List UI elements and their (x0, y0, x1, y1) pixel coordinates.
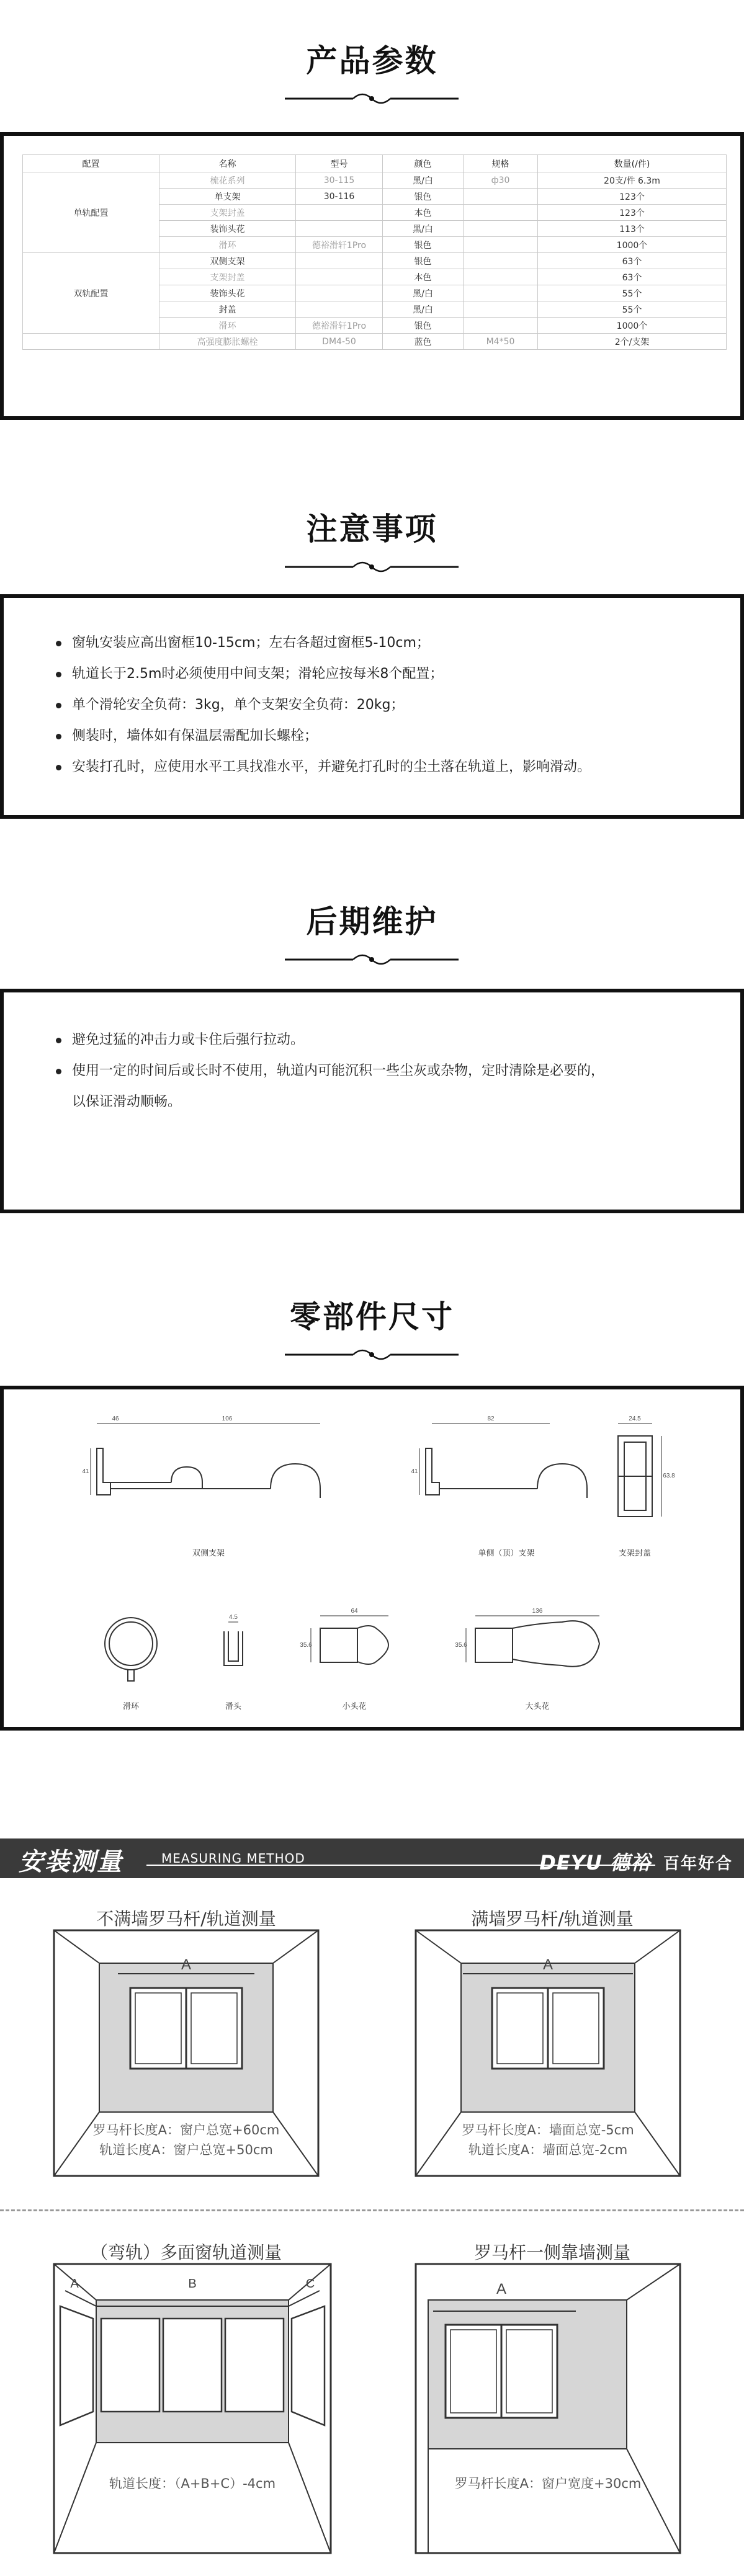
cell-model: 德裕滑轩1Pro (296, 237, 383, 253)
cell-color: 黑/白 (383, 285, 464, 301)
col-model: 型号 (296, 155, 383, 172)
big-finial-drawing (466, 1616, 599, 1667)
cell-qty: 63个 (538, 253, 727, 269)
cell-spec (464, 237, 538, 253)
cell-qty: 1000个 (538, 318, 727, 334)
cell-model: 德裕滑轩1Pro (296, 318, 383, 334)
cell-color: 本色 (383, 269, 464, 285)
dim-label: 136 (532, 1608, 543, 1615)
cell-color: 银色 (383, 237, 464, 253)
section-title-maintenance: 后期维护 (306, 904, 438, 940)
cell-qty: 20支/件 6.3m (538, 172, 727, 189)
panel-title: 不满墙罗马杆/轨道测量 (96, 1909, 276, 1929)
dim-label: 41 (411, 1468, 418, 1475)
parts-drawing (4, 1389, 740, 1727)
cell-name: 滑环 (159, 237, 296, 253)
config-group-cell: 双轨配置 (23, 253, 159, 334)
cell-color: 银色 (383, 189, 464, 205)
col-name: 名称 (159, 155, 296, 172)
note-item: 窗轨安装应高出窗框10-15cm；左右各超过窗框5-10cm； (53, 628, 591, 659)
dim-label: 64 (351, 1608, 358, 1615)
dim-label: 106 (222, 1415, 233, 1422)
formula-line: 轨道长度：（A+B+C）-4cm (109, 2476, 276, 2491)
brand-slogan: 百年好合 (663, 1855, 733, 1873)
dim-label: 63.8 (663, 1473, 675, 1479)
title-ornament (279, 557, 465, 576)
cell-qty: 55个 (538, 301, 727, 318)
note-item: 安装打孔时，应使用水平工具找准水平，并避免打孔时的尘土落在轨道上，影响滑动。 (53, 752, 591, 783)
notes-box (0, 594, 744, 819)
measure-letter: C (305, 2277, 315, 2291)
formula-line: 罗马杆长度A：窗户总宽+60cm (92, 2123, 280, 2137)
panel-title: 罗马杆一侧靠墙测量 (473, 2242, 630, 2263)
cell-color: 本色 (383, 205, 464, 221)
dim-label: 35.6 (455, 1642, 467, 1649)
col-spec: 规格 (464, 155, 538, 172)
spec-row (23, 334, 727, 350)
spec-header-row (23, 155, 727, 172)
brand-logo: DEYU 德裕 (539, 1851, 651, 1874)
dim-label: 82 (487, 1415, 495, 1422)
cell-spec: M4*50 (464, 334, 538, 350)
spec-table (22, 154, 727, 350)
room-diagram-4 (415, 2263, 681, 2554)
cell-color: 蓝色 (383, 334, 464, 350)
title-ornament (279, 950, 465, 968)
install-title: 安装测量 (19, 1848, 123, 1876)
cell-model: 30-116 (296, 189, 383, 205)
cell-qty: 123个 (538, 205, 727, 221)
cell-spec (464, 269, 538, 285)
cell-qty: 113个 (538, 221, 727, 237)
note-item: 侧装时，墙体如有保温层需配加长螺栓； (53, 721, 591, 752)
cell-name: 双侧支架 (159, 253, 296, 269)
cell-name: 支架封盖 (159, 205, 296, 221)
cell-spec (464, 318, 538, 334)
part-label: 小头花 (342, 1701, 367, 1711)
part-label: 支架封盖 (618, 1548, 652, 1558)
maintenance-item: 避免过猛的冲击力或卡住后强行拉动。 (53, 1025, 604, 1056)
cell-model (296, 221, 383, 237)
dim-label: 41 (82, 1468, 89, 1475)
bracket-cover-drawing (618, 1424, 661, 1517)
cell-spec (464, 253, 538, 269)
small-finial-drawing (311, 1616, 388, 1664)
divider-dashed (0, 2209, 744, 2211)
cell-spec (464, 301, 538, 318)
dim-label: 24.5 (629, 1415, 641, 1422)
cell-model (296, 301, 383, 318)
part-label: 单侧（顶）支架 (478, 1548, 535, 1558)
measure-letter: A (181, 1956, 192, 1973)
maintenance-list (53, 1025, 604, 1118)
install-banner (0, 1838, 744, 1878)
cell-model (296, 205, 383, 221)
cell-color: 黑/白 (383, 172, 464, 189)
cell-name: 装饰头花 (159, 221, 296, 237)
ring-drawing (105, 1618, 157, 1681)
col-qty: 数量(/件) (538, 155, 727, 172)
col-config: 配置 (23, 155, 159, 172)
part-label: 滑环 (122, 1701, 140, 1711)
cell-name: 单支架 (159, 189, 296, 205)
spec-row (23, 172, 727, 189)
single-bracket-drawing (419, 1424, 587, 1498)
cell-name: 支架封盖 (159, 269, 296, 285)
cell-name: 封盖 (159, 301, 296, 318)
parts-box (0, 1386, 744, 1731)
maintenance-item-continued: 以保证滑动顺畅。 (72, 1094, 182, 1110)
params-box (0, 132, 744, 420)
cell-color: 银色 (383, 318, 464, 334)
cell-qty: 123个 (538, 189, 727, 205)
cell-spec (464, 205, 538, 221)
notes-list (53, 628, 591, 783)
cell-spec (464, 221, 538, 237)
double-bracket-drawing (91, 1424, 320, 1498)
cell-color: 黑/白 (383, 221, 464, 237)
config-group-cell (23, 334, 159, 350)
cell-spec (464, 285, 538, 301)
spec-row (23, 253, 727, 269)
measure-letter: A (496, 2281, 507, 2297)
section-title-params: 产品参数 (306, 43, 438, 79)
formula-line: 罗马杆长度A：墙面总宽-5cm (462, 2123, 634, 2137)
dim-label: 4.5 (229, 1614, 238, 1621)
panel-title: 满墙罗马杆/轨道测量 (471, 1909, 634, 1929)
panel-title: （弯轨）多面窗轨道测量 (90, 2242, 282, 2263)
section-title-notes: 注意事项 (306, 511, 438, 547)
formula-line: 轨道长度A：墙面总宽-2cm (468, 2142, 628, 2157)
cell-model (296, 253, 383, 269)
cell-name: 梳花系列 (159, 172, 296, 189)
dim-label: 35.6 (300, 1642, 312, 1649)
install-subtitle: MEASURING METHOD (161, 1851, 305, 1866)
maintenance-box (0, 989, 744, 1213)
col-color: 颜色 (383, 155, 464, 172)
cell-name: 高强度膨胀螺栓 (159, 334, 296, 350)
cell-color: 银色 (383, 253, 464, 269)
formula-line: 罗马杆长度A：窗户宽度+30cm (454, 2476, 642, 2491)
cell-spec (464, 189, 538, 205)
maintenance-item: 使用一定的时间后或长时不使用，轨道内可能沉积一些尘灰或杂物，定时清除是必要的， (53, 1056, 604, 1087)
cell-qty: 55个 (538, 285, 727, 301)
slider-drawing (224, 1622, 243, 1665)
note-item: 单个滑轮安全负荷：3kg，单个支架安全负荷：20kg； (53, 690, 591, 721)
cell-spec: ф30 (464, 172, 538, 189)
cell-model: DM4-50 (296, 334, 383, 350)
cell-model: 30-115 (296, 172, 383, 189)
dim-label: 46 (112, 1415, 119, 1422)
cell-qty: 2个/支架 (538, 334, 727, 350)
note-item: 轨道长于2.5m时必须使用中间支架；滑轮应按每米8个配置； (53, 659, 591, 690)
section-title-parts: 零部件尺寸 (290, 1299, 454, 1335)
cell-name: 滑环 (159, 318, 296, 334)
title-ornament (279, 1345, 465, 1363)
title-ornament (279, 89, 465, 107)
part-label: 双侧支架 (192, 1548, 225, 1558)
cell-qty: 1000个 (538, 237, 727, 253)
part-label: 大头花 (525, 1701, 550, 1711)
measure-letter: B (188, 2277, 197, 2291)
measure-letter: A (70, 2277, 79, 2291)
cell-model (296, 285, 383, 301)
part-label: 滑头 (225, 1701, 242, 1711)
cell-color: 黑/白 (383, 301, 464, 318)
room-diagram-3 (53, 2263, 332, 2554)
formula-line: 轨道长度A：窗户总宽+50cm (99, 2142, 273, 2157)
measure-letter: A (542, 1956, 554, 1973)
cell-model (296, 269, 383, 285)
cell-name: 装饰头花 (159, 285, 296, 301)
cell-qty: 63个 (538, 269, 727, 285)
config-group-cell: 单轨配置 (23, 172, 159, 253)
